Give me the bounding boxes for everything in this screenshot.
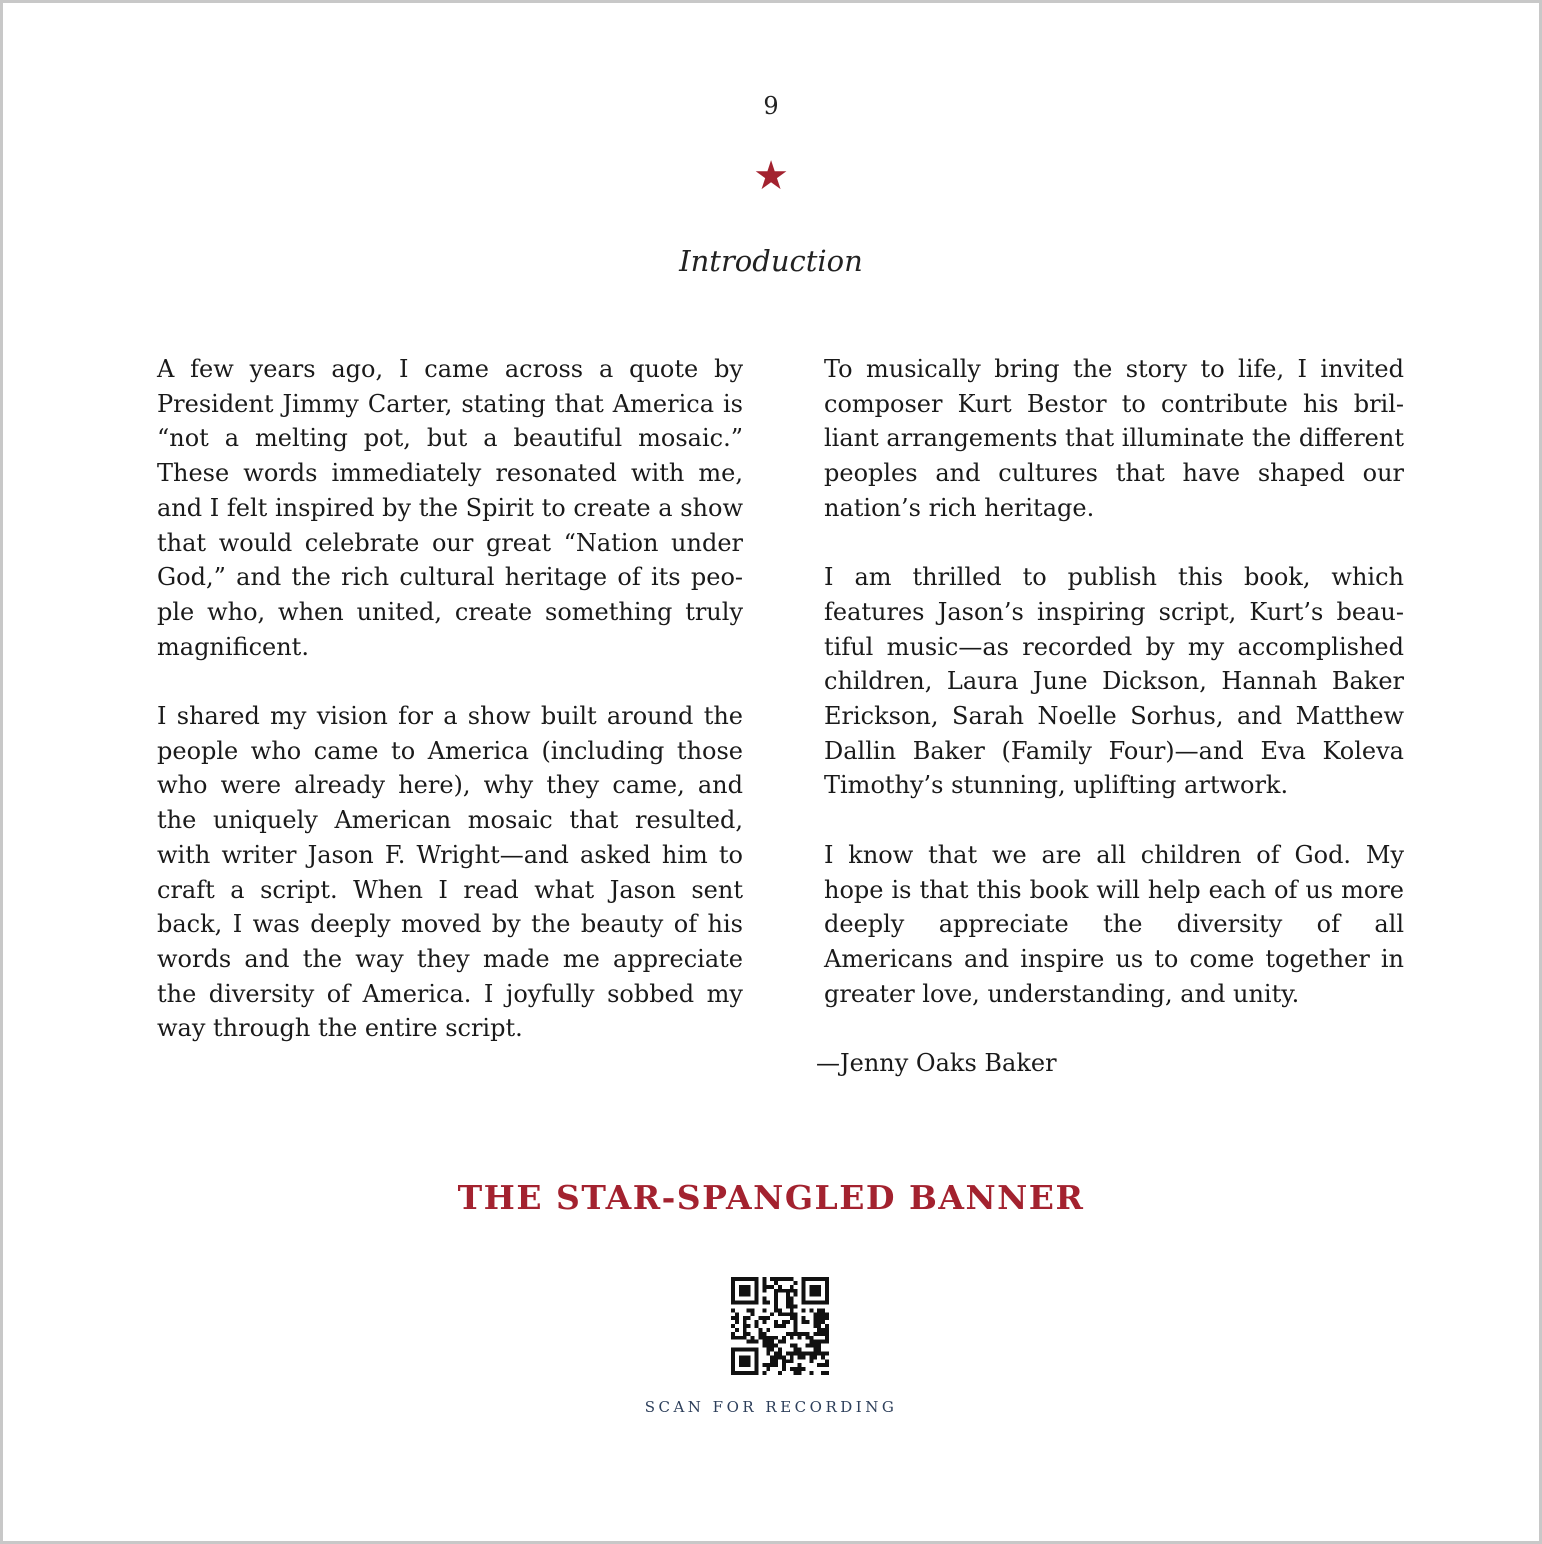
intro-right-column	[824, 352, 1404, 1046]
intro-paragraph: A few years ago, I came across a quote by President Jimmy Carter, stating that America is “not a melting pot, but a beautiful mosaic.” These words immediately resonated with me, and I felt inspired by the Spirit to create a show that would celebrate our great “Nation under God,” and the rich cultural heritage of its people who, when united, create something truly magnificent.	[157, 355, 743, 661]
star-icon: ★	[753, 153, 789, 199]
section-title: Introduction	[679, 244, 863, 278]
page-number: 9	[763, 92, 779, 120]
intro-paragraph: I shared my vision for a show built around the people who came to America (including those who were already here), why they came, and the uniquely American mosaic that resulted, with writer Jason F. Wright—and asked him to craft a script. When I read what Jason sent back, I was deeply moved by the beauty of his words and the way they made me appreciate the diversity of America. I joyfully sobbed my way through the entire script.	[157, 702, 743, 1043]
scan-label: SCAN FOR RECORDING	[644, 1398, 898, 1416]
intro-paragraph: To musically bring the story to life, I invited composer Kurt Bestor to contribute his brilliant arrangements that illuminate the different peoples and cultures that have shaped our nation’s rich heritage.	[824, 355, 1404, 522]
intro-paragraph: I am thrilled to publish this book, which features Jason’s inspiring script, Kurt’s beautiful music—as recorded by my accomplished children, Laura June Dickson, Hannah Baker Erickson, Sarah Noelle Sorhus, and Matthew Dallin Baker (Family Four)—and Eva Koleva Timothy’s stunning, uplifting artwork.	[824, 563, 1404, 800]
song-title: THE STAR-SPANGLED BANNER	[457, 1178, 1085, 1217]
author-signature: —Jenny Oaks Baker	[816, 1049, 1057, 1077]
intro-left-column	[157, 352, 743, 1081]
qr-code-icon[interactable]	[731, 1277, 829, 1375]
intro-paragraph: I know that we are all children of God. My hope is that this book will help each of us more deeply appreciate the diversity of all Americans and inspire us to come together in greater love, understanding, and unity.	[824, 840, 1404, 1008]
